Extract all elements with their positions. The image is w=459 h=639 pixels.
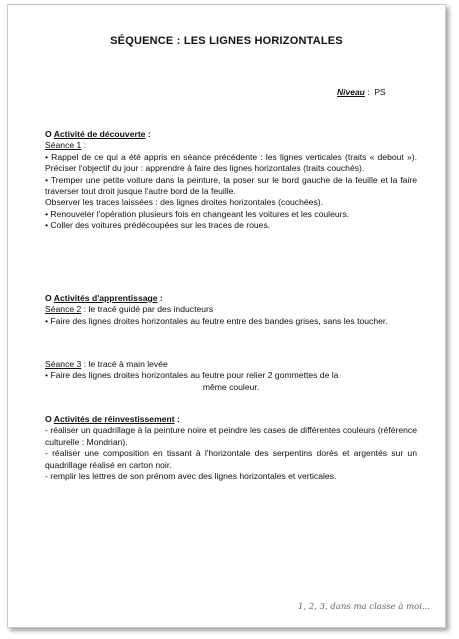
session-description: : le tracé guidé par des inducteurs — [81, 304, 214, 315]
section-learning — [45, 293, 417, 327]
session-heading — [45, 140, 417, 151]
list-item: Observer les traces laissées : des lignes droites horizontales (couchées). — [45, 197, 323, 208]
list-item: • Tremper une petite voiture dans la peinture, la poser sur le bord gauche de la feuille et la faire traverser tout droit jusque l'autre bord de la feuille. — [45, 174, 417, 197]
list-item: • Faire des lignes droites horizontales au feutre entre des bandes grises, sans les toucher. — [45, 315, 388, 326]
page-title: SÉQUENCE : LES LIGNES HORIZONTALES — [110, 35, 343, 47]
section-learning-session3 — [45, 359, 417, 393]
section-heading-text: Activités d'apprentissage — [53, 293, 158, 303]
list-item: - réaliser une composition en tissant à l'horizontale des serpentins dorés et argentés sur un quadrillage réalisé en carton noir. — [45, 448, 417, 470]
niveau-separator: : — [364, 87, 370, 97]
session-title: Séance 3 — [45, 359, 82, 369]
session-title: Séance 1 — [45, 140, 82, 151]
session-title: Séance 2 — [45, 304, 82, 315]
section-heading-text: Activités de réinvestissement — [53, 414, 175, 424]
section-marker: O — [45, 129, 52, 139]
niveau-value: PS — [374, 87, 386, 97]
list-item-line: même couleur. — [202, 381, 260, 392]
section-heading-suffix: : — [157, 293, 163, 303]
list-item — [45, 370, 417, 381]
section-heading — [45, 293, 417, 304]
section-heading-text: Activité de découverte — [53, 129, 146, 139]
list-item: • Renouveler l'opération plusieurs fois en changeant les voitures et les couleurs. — [45, 208, 350, 219]
section-marker: O — [45, 293, 52, 303]
section-heading — [45, 414, 417, 425]
section-discovery — [45, 129, 417, 232]
list-item: • Coller des voitures prédécoupées sur les traces de roues. — [45, 220, 271, 231]
section-heading-suffix: : — [174, 414, 180, 424]
section-heading-suffix: : — [145, 129, 151, 139]
niveau-label: Niveau — [337, 87, 365, 97]
session-suffix: : — [81, 140, 87, 151]
document-page — [7, 4, 446, 628]
list-item: - remplir les lettres de son prénom avec des lignes horizontales et verticales. — [45, 471, 337, 482]
list-item: • Rappel de ce qui a été appris en séance précédente : les lignes verticales (traits « debout »). Préciser l'objectif du jour : apprendre à faire des lignes horizontales (traits couchés). — [45, 151, 417, 174]
list-item: - réaliser un quadrillage à la peinture noire et peindre les cases de différentes couleurs (référence culturelle : Mondrian). — [45, 425, 417, 447]
section-reinvestment — [45, 414, 417, 482]
session-heading — [45, 359, 417, 370]
list-item-continuation — [45, 382, 417, 393]
session-description: : le tracé à main levée — [81, 359, 168, 369]
section-marker: O — [45, 414, 52, 424]
footer-signature: 1, 2, 3, dans ma classe à moi... — [298, 602, 431, 612]
list-item-line: • Faire des lignes droites horizontales au feutre pour relier 2 gommettes de la — [45, 370, 339, 381]
niveau-line — [337, 87, 386, 97]
session-heading — [45, 304, 417, 315]
section-heading — [45, 129, 417, 140]
